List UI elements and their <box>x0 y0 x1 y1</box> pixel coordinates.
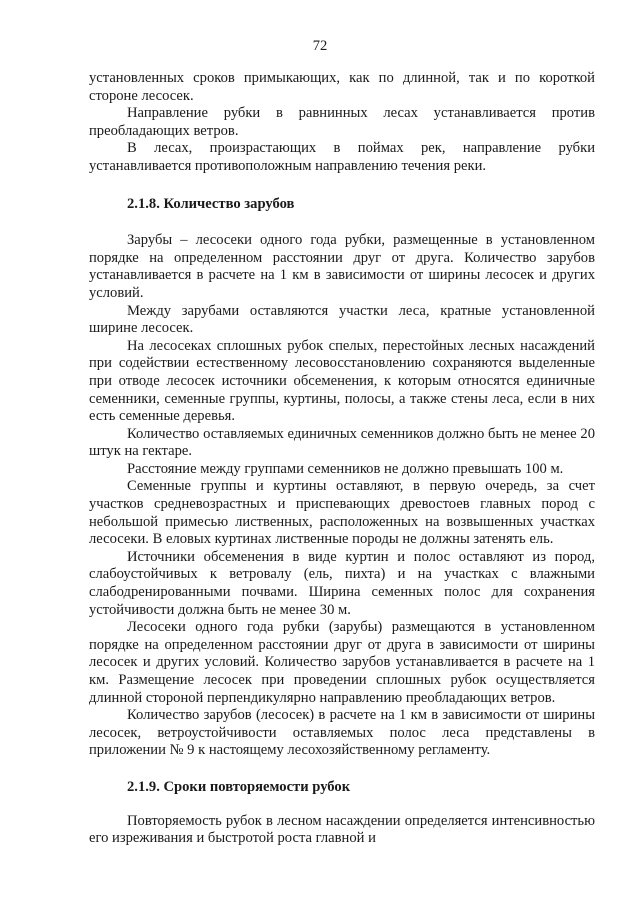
page-number: 72 <box>312 38 328 54</box>
paragraph: На лесосеках сплошных рубок спелых, перестойных лесных насаждений при содействии естественному лесовосстановлению сохраняются выделенные при отводе лесосек источники обсеменения, к которым относятся единичные семенники, семенные группы, куртины, полосы, а также стены леса, если в них есть семенные деревья. <box>89 337 595 425</box>
paragraph: Направление рубки в равнинных лесах устанавливается против преобладающих ветров. <box>89 105 595 139</box>
paragraph: Семенные группы и куртины оставляют, в первую очередь, за счет участков средневозрастных и приспевающих древостоев главных пород с небольшой примесью лиственных, расположенных на возвышенных участках лесосеки. В еловых куртинах лиственные породы не должны затенять ель. <box>89 478 595 548</box>
paragraph: Расстояние между группами семенников не должно превышать 100 м. <box>127 460 564 477</box>
paragraph: Между зарубами оставляются участки леса, кратные установленной ширине лесосек. <box>89 302 595 337</box>
paragraph: Повторяемость рубок в лесном насаждении определяется интенсивностью его изреживания и быстротой роста главной и <box>89 812 595 847</box>
paragraph: Лесосеки одного года рубки (зарубы) размещаются в установленном порядке на определенном расстоянии друг от друга в зависимости от ширины лесосек и других условий. Количество зарубов устанавливается в расчете на 1 км. Размещение лесосек при проведении сплошных рубок осуществляется длинной стороной перпендикулярно направлению преобладающих ветров. <box>89 619 595 706</box>
paragraph: Количество зарубов (лесосек) в расчете на 1 км в зависимости от ширины лесосек, ветроустойчивости оставляемых полос леса представлены в приложении № 9 к настоящему лесохозяйственному регламенту. <box>89 707 595 759</box>
paragraph: Источники обсеменения в виде куртин и полос оставляют из пород, слабоустойчивых к ветровалу (ель, пихта) и на участках с влажными слабодренированными почвами. Ширина семенных полос для сохранения устойчивости должна быть не менее 30 м. <box>89 548 595 618</box>
paragraph-continuation: установленных сроков примыкающих, как по длинной, так и по короткой стороне лесосек. <box>89 70 595 104</box>
section-heading-2-1-9: 2.1.9. Сроки повторяемости рубок <box>127 778 351 795</box>
section-heading-2-1-8: 2.1.8. Количество зарубов <box>127 195 295 212</box>
paragraph: Зарубы – лесосеки одного года рубки, размещенные в установленном порядке на определенном расстоянии друг от друга. Количество зарубов устанавливается в расчете на 1 км в зависимости от ширины лесосек и других условий. <box>89 232 595 301</box>
document-body <box>89 70 595 848</box>
paragraph: Количество оставляемых единичных семенников должно быть не менее 20 штук на гектаре. <box>89 425 595 460</box>
paragraph: В лесах, произрастающих в поймах рек, направление рубки устанавливается противоположным направлению течения реки. <box>89 140 595 174</box>
